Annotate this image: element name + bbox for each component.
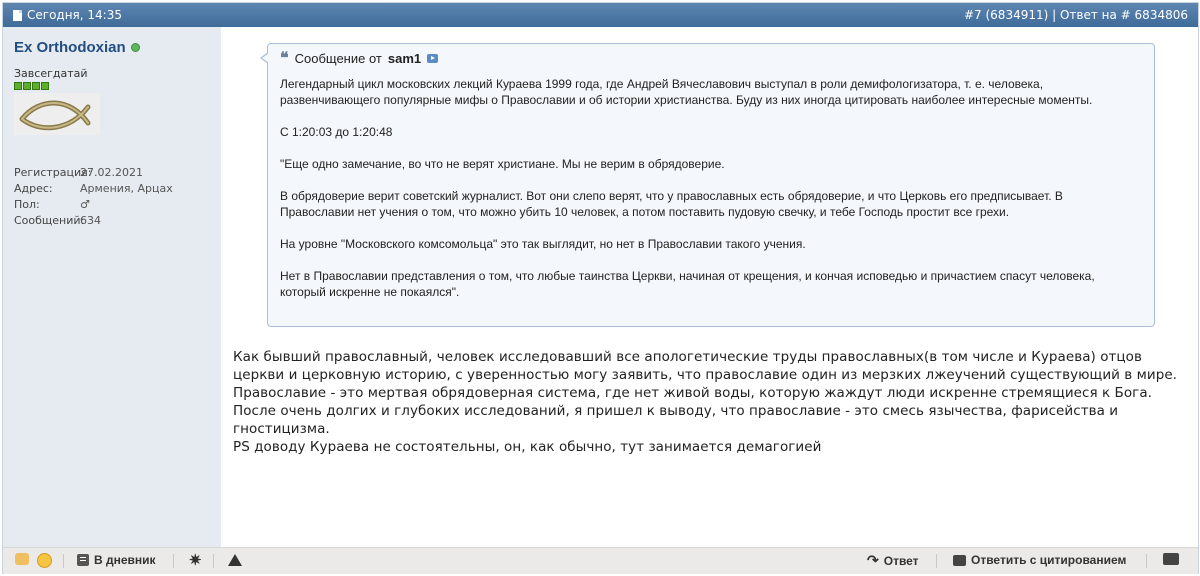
quote-paragraph: Легендарный цикл московских лекций Кураева 1999 года, где Андрей Вячеславович выступал в роли демифологизатора, т. е. человека, развенчивающего популярные мифы о Православии и об истории христианства. Буду из них иногда цитировать наиболее интересные моменты.: [280, 77, 1093, 107]
reply-arrow-icon: ↷: [867, 552, 879, 568]
warning-icon: [228, 554, 242, 566]
reg-value: 27.02.2021: [80, 166, 143, 179]
reply-button[interactable]: [867, 552, 919, 569]
reputation-pip: [23, 82, 31, 90]
quote-paragraph: С 1:20:03 до 1:20:48: [280, 125, 393, 139]
footer-divider: [213, 554, 214, 568]
user-sidebar: [3, 27, 221, 547]
post-footer: [3, 547, 1198, 574]
thumbs-up-icon: [15, 553, 29, 565]
multiquote-button[interactable]: [1163, 553, 1179, 565]
post-header: [3, 3, 1198, 27]
quote-paragraph: "Еще одно замечание, во что не верят христиане. Мы не верим в обрядоверие.: [280, 157, 725, 171]
quote-reply-button[interactable]: [953, 553, 1126, 567]
quote-paragraph: На уровне "Московского комсомольца" это так выглядит, но нет в Православии такого учения.: [280, 237, 806, 251]
address-value: Армения, Арцах: [80, 182, 173, 195]
message-text: Как бывший православный, человек исследовавший все апологетические труды православных(в том числе и Кураева) отцов церкви и церковную историю, с уверенностью могу заявить, что православие один из мерзких лжеучений существующий в мире. Православие - это мертвая обрядоверная система, где нет живой воды, которую жаждут люди искренне стремящиеся к Бога. После очень долгих и глубоких исследований, я пришел к выводу, что православие - это смесь язычества, фарисейства и гностицизма.: [233, 349, 1178, 437]
avatar[interactable]: [14, 93, 100, 135]
username-link[interactable]: [14, 39, 140, 56]
post-message: [233, 348, 1188, 456]
quote-author: sam1: [387, 51, 422, 66]
online-status-icon: [131, 43, 140, 52]
footer-divider: [63, 554, 64, 568]
message-ps: PS доводу Кураева не состоятельны, он, как обычно, тут занимается демагогией: [233, 439, 822, 455]
add-to-diary-button[interactable]: [77, 553, 156, 567]
diary-icon: [77, 554, 89, 566]
male-icon: ♂: [80, 198, 90, 211]
reputation-pip: [41, 82, 49, 90]
report-button[interactable]: [228, 554, 242, 566]
username[interactable]: Ex Orthodoxian: [14, 39, 126, 56]
reputation-pip: [32, 82, 40, 90]
forum-post: [2, 2, 1199, 574]
address-label: Адрес:: [14, 182, 53, 195]
multiquote-plus-icon: [1163, 553, 1179, 565]
quote-prefix: Сообщение от: [294, 51, 382, 66]
footer-divider: [1146, 554, 1147, 568]
quote-icon: ❝: [280, 49, 289, 67]
quote-body: [280, 76, 1140, 316]
like-button[interactable]: [15, 553, 29, 565]
ichthys-avatar-image: [14, 93, 100, 135]
user-info: [14, 165, 173, 229]
smile-button[interactable]: [37, 553, 52, 568]
reputation-bar: [14, 82, 49, 90]
post-icon: [13, 10, 22, 21]
diary-label: В дневник: [94, 553, 156, 567]
quote-paragraph: Нет в Православии представления о том, что любые таинства Церкви, начиная от крещения, и кончая исповедью и причастием спасут человека, который искренне не покаялся".: [280, 269, 1095, 299]
quote-reply-icon: [953, 555, 966, 566]
posts-label: Сообщений:: [14, 214, 85, 227]
view-post-icon[interactable]: [427, 54, 438, 63]
user-title: Завсегдатай: [14, 67, 88, 80]
footer-divider: [173, 554, 174, 568]
posts-count: 634: [80, 214, 101, 227]
reg-label: Регистрация:: [14, 166, 92, 179]
smile-icon: [37, 553, 52, 568]
quote-header: [280, 51, 438, 66]
reputation-button[interactable]: [189, 551, 202, 569]
post-date: Сегодня, 14:35: [27, 8, 122, 22]
quote-paragraph: В обрядоверие верит советский журналист. Вот они слепо верят, что у православных есть обрядоверие, и что Церковь его предписывает. В Православии нет учения о том, что можно убить 10 человек, а потом поставить пудовую свечку, и тебе Господь простит все грехи.: [280, 189, 1063, 219]
reputation-pip: [14, 82, 22, 90]
reputation-star-icon: ✷: [189, 552, 202, 569]
reply-label: Ответ: [883, 553, 919, 568]
quote-block: [267, 43, 1155, 327]
footer-divider: [936, 554, 937, 568]
sex-label: Пол:: [14, 198, 40, 211]
quote-reply-label: Ответить с цитированием: [971, 553, 1127, 567]
post-number-link[interactable]: #7 (6834911) | Ответ на # 6834806: [963, 8, 1188, 22]
